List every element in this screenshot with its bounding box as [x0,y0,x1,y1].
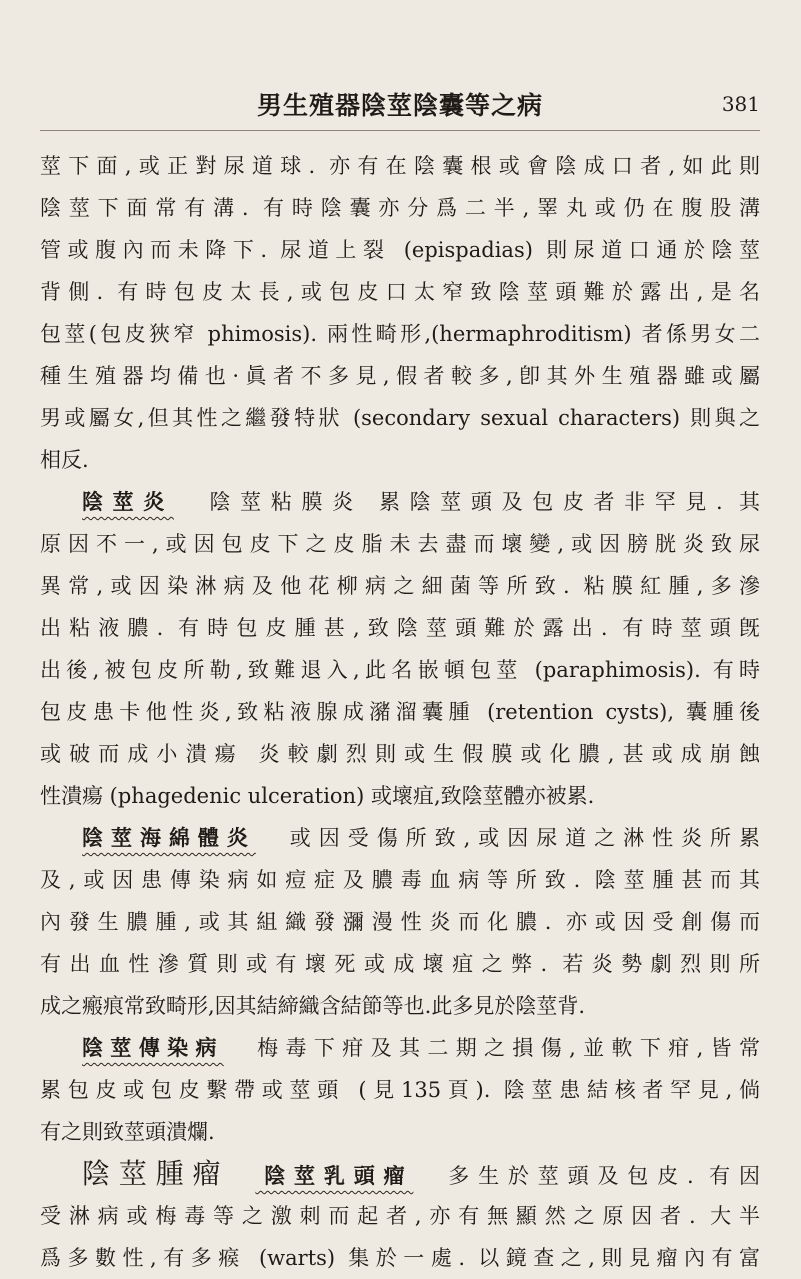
text-line: 內發生膿腫,或其組織發瀰漫性炎而化膿. 亦或因受創傷而 [40,910,760,934]
text-line: 爲多數性,有多瘊 (warts) 集於一處. 以鏡查之,則見瘤內有富 [40,1246,760,1270]
text-line: 男或屬女,但其性之繼發特狀 (secondary sexual characters) 則與之 [40,406,760,430]
section-term-balanitis: 陰莖炎 [82,489,174,514]
text-line: 有之則致莖頭潰爛. [40,1120,215,1144]
text-line: 出後,被包皮所勒,致難退入,此名嵌頓包莖 (paraphimosis). 有時 [40,658,760,682]
page-header [40,86,760,122]
text-run: 或因受傷所致,或因尿道之淋性炎所累 [281,826,760,850]
text-line: 相反. [40,448,89,472]
text-run: 梅毒下疳及其二期之損傷,並軟下疳,皆常 [249,1036,760,1060]
text-line: 莖下面,或正對尿道球. 亦有在陰囊根或會陰成口者,如此則 [40,154,760,178]
text-line: 或破而成小潰瘍 炎較劇烈則或生假膜或化膿,甚或成崩蝕 [40,742,760,766]
section-first-line [40,817,760,859]
section-term-infection: 陰莖傳染病 [82,1035,224,1060]
text-line: 成之瘢痕常致畸形,因其結締織含結節等也.此多見於陰莖背. [40,994,586,1018]
text-run: 陰莖粘膜炎 累陰莖頭及包皮者非罕見. 其 [199,490,760,514]
page-number: 381 [721,92,760,116]
text-line: 受淋病或梅毒等之激刺而起者,亦有無顯然之原因者. 大半 [40,1204,760,1228]
running-title: 男生殖器陰莖陰囊等之病 [256,91,543,120]
text-line: 管或腹內而未降下. 尿道上裂 (epispadias) 則尿道口通於陰莖 [40,238,760,262]
text-line: 包莖(包皮狹窄 phimosis). 兩性畸形,(hermaphroditism) 者係男女二 [40,322,760,346]
text-line: 性潰瘍 (phagedenic ulceration) 或壞疽,致陰莖體亦被累. [40,784,595,808]
text-line: 有出血性滲質則或有壞死或成壞疽之弊. 若炎勢劇烈則所 [40,952,760,976]
text-line: 出粘液膿. 有時包皮腫甚,致陰莖頭難於露出. 有時莖頭旣 [40,616,760,640]
section-first-line [40,1153,760,1195]
section-term-papilloma: 陰莖乳頭瘤 [255,1163,414,1188]
section-first-line [40,1027,760,1069]
text-line: 異常,或因染淋病及他花柳病之細菌等所致. 粘膜紅腫,多滲 [40,574,760,598]
body-text [40,145,760,1279]
header-rule [40,130,760,131]
text-line: 陰莖下面常有溝. 有時陰囊亦分爲二半,睪丸或仍在腹股溝 [40,196,760,220]
text-run: 多生於莖頭及包皮. 有因 [439,1164,760,1188]
section-heading-tumors: 陰莖腫瘤 [82,1157,230,1190]
text-line: 累包皮或包皮繫帶或莖頭 (見135頁). 陰莖患結核者罕見,倘 [40,1078,760,1102]
text-line: 原因不一,或因包皮下之皮脂未去盡而壞變,或因膀胱炎致尿 [40,532,760,556]
text-line: 及,或因患傳染病如痘症及膿毒血病等所致. 陰莖腫甚而其 [40,868,760,892]
text-line: 包皮患卡他性炎,致粘液腺成瀦溜囊腫 (retention cysts), 囊腫後 [40,700,760,724]
text-line: 背側. 有時包皮太長,或包皮口太窄致陰莖頭難於露出,是名 [40,280,760,304]
text-line: 種生殖器均備也·眞者不多見,假者較多,卽其外生殖器雖或屬 [40,364,760,388]
section-first-line [40,481,760,523]
section-term-cavernositis: 陰莖海綿體炎 [82,825,256,850]
